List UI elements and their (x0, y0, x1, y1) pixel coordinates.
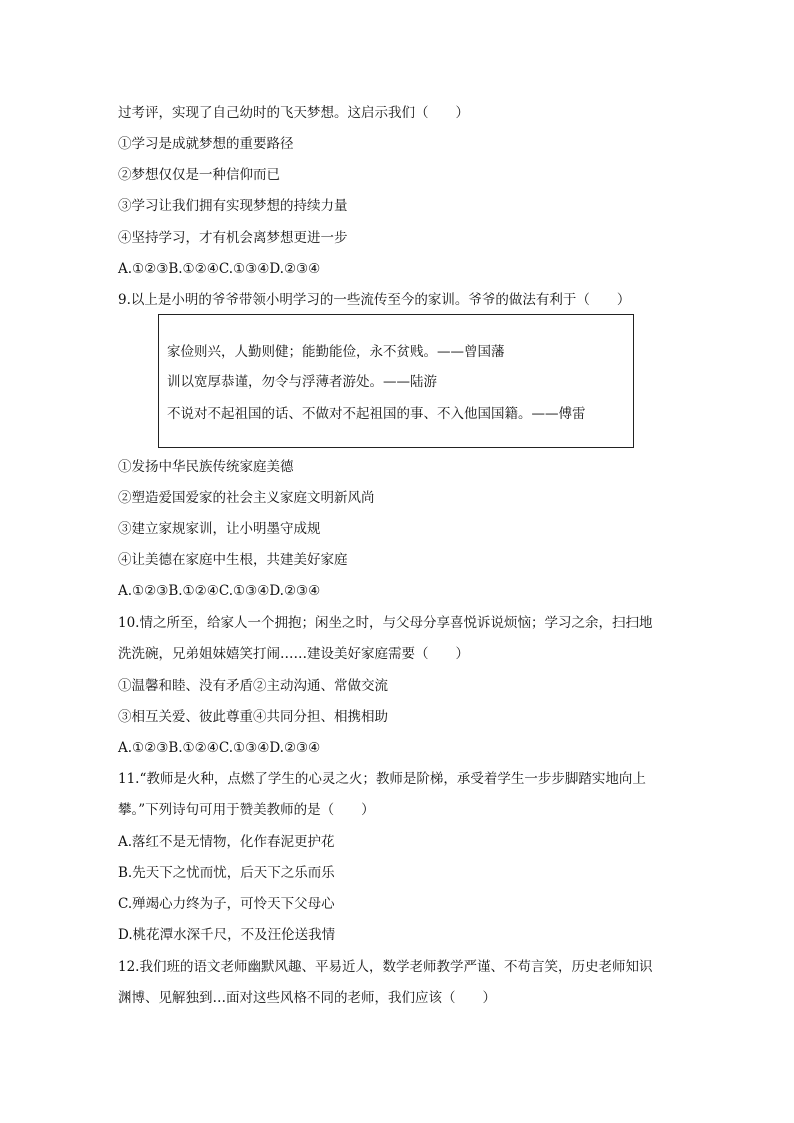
question-11-stem-continuation: 攀。”下列诗句可用于赞美教师的是（ ） (118, 802, 375, 818)
question-11-choice-b: B.先天下之忧而忧，后天下之乐而乐 (118, 865, 335, 881)
question-9-answer-choices: A.①②③B.①②④C.①③④D.②③④ (118, 583, 321, 599)
question-8-option-2: ②梦想仅仅是一种信仰而已 (118, 167, 280, 183)
question-8-option-1: ①学习是成就梦想的重要路径 (118, 136, 294, 152)
family-motto-line: 家俭则兴，人勤则健；能勤能俭，永不贫贱。——曾国藩 (167, 344, 505, 360)
question-8-option-4: ④坚持学习，才有机会离梦想更进一步 (118, 230, 348, 246)
family-motto-line: 训以宽厚恭谨，勿令与浮薄者游处。——陆游 (167, 374, 437, 390)
question-8-option-3: ③学习让我们拥有实现梦想的持续力量 (118, 198, 348, 214)
question-8-answer-choices: A.①②③B.①②④C.①③④D.②③④ (118, 261, 321, 277)
question-9-stem: 9.以上是小明的爷爷带领小明学习的一些流传至今的家训。爷爷的做法有利于（ ） (118, 292, 631, 308)
question-11-stem: 11.“教师是火种，点燃了学生的心灵之火；教师是阶梯，承受着学生一步步脚踏实地向上 (118, 771, 646, 787)
question-8-stem-continuation: 过考评，实现了自己幼时的飞天梦想。这启示我们（ ） (118, 105, 469, 121)
question-10-stem: 10.情之所至，给家人一个拥抱；闲坐之时，与父母分享喜悦诉说烦恼；学习之余，扫扫地 (118, 615, 653, 631)
question-12-stem: 12.我们班的语文老师幽默风趣、平易近人，数学老师教学严谨、不苟言笑，历史老师知识 (118, 959, 653, 975)
question-11-choice-c: C.殚竭心力终为子，可怜天下父母心 (118, 896, 335, 912)
question-9-option-3: ③建立家规家训，让小明墨守成规 (118, 521, 321, 537)
question-10-stem-continuation: 洗洗碗，兄弟姐妹嬉笑打闹……建设美好家庭需要（ ） (118, 646, 469, 662)
question-9-option-4: ④让美德在家庭中生根，共建美好家庭 (118, 552, 348, 568)
question-11-choice-a: A.落红不是无情物，化作春泥更护花 (118, 834, 335, 850)
question-10-answer-choices: A.①②③B.①②④C.①③④D.②③④ (118, 740, 321, 756)
family-motto-box (158, 314, 634, 448)
question-10-options-3-4: ③相互关爱、彼此尊重④共同分担、相携相助 (118, 709, 388, 725)
family-motto-line: 不说对不起祖国的话、不做对不起祖国的事、不入他国国籍。——傅雷 (167, 406, 586, 422)
question-12-stem-continuation: 渊博、见解独到…面对这些风格不同的老师，我们应该（ ） (118, 990, 496, 1006)
question-9-option-1: ①发扬中华民族传统家庭美德 (118, 459, 294, 475)
question-11-choice-d: D.桃花潭水深千尺，不及汪伦送我情 (118, 927, 336, 943)
question-9-option-2: ②塑造爱国爱家的社会主义家庭文明新风尚 (118, 490, 375, 506)
question-10-options-1-2: ①温馨和睦、没有矛盾②主动沟通、常做交流 (118, 678, 388, 694)
